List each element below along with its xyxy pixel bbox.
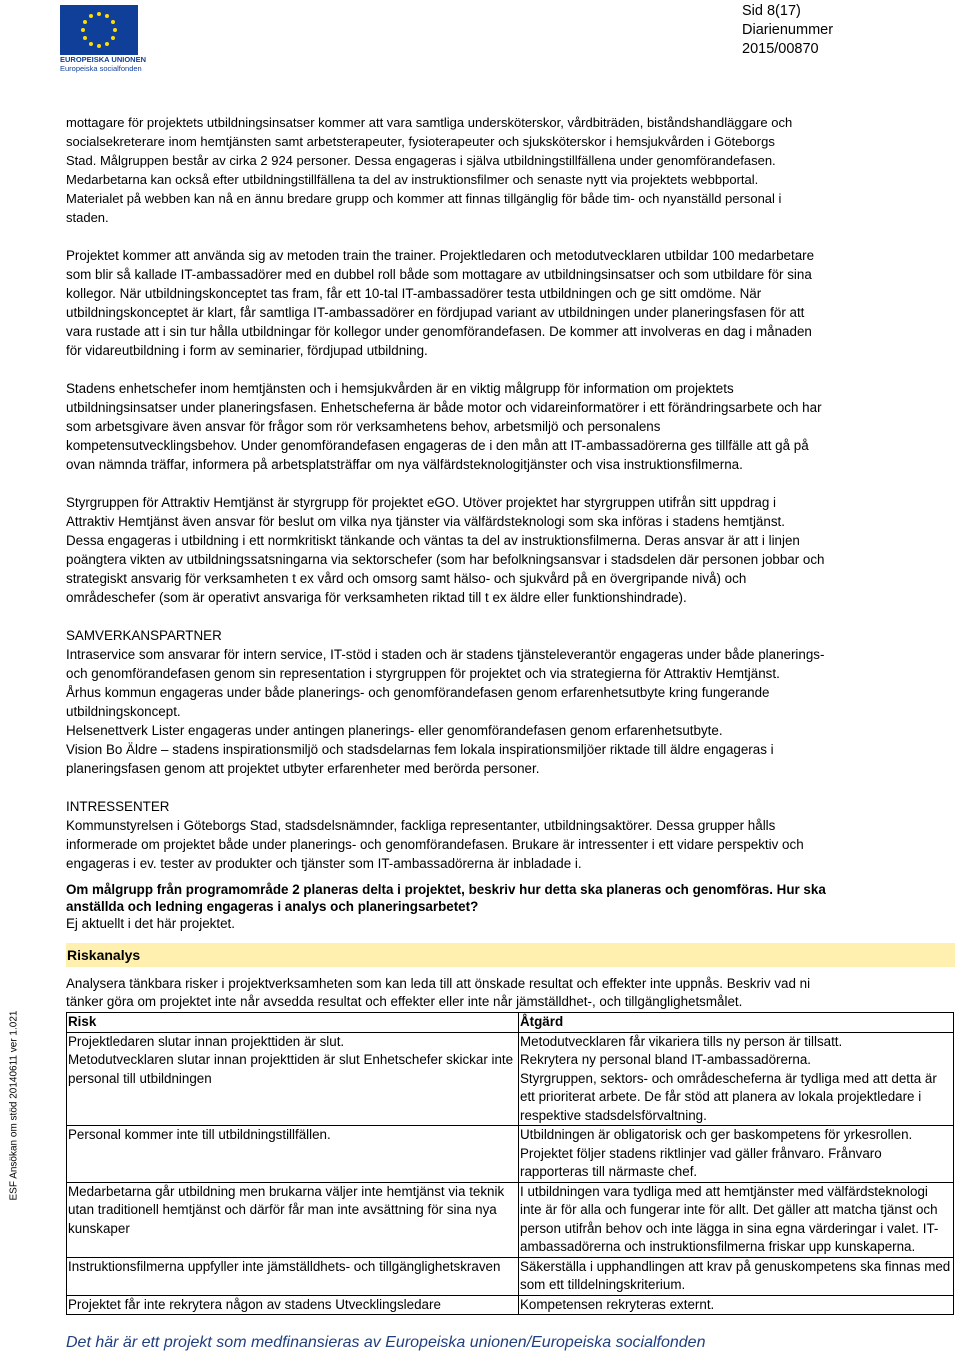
question-line: Om målgrupp från programområde 2 planeras delta i projektet, beskriv hur detta ska planeras och genomföras. Hur ska [66,882,826,897]
action-text: Utbildningen är obligatorisk och ger baskompetens för yrkesrollen. Projektet följer stadens riktlinjer vad gäller frånvaro. Frånvaro rapporteras till närmaste chef. [520,1127,913,1179]
text-line: utbildningsinsatser under planeringsfasen. Enhetscheferna är både motor och vidareinformatörer i ett förändringsarbete och har [66,400,822,415]
styrgrupp-paragraph [66,493,954,607]
action-text: Säkerställa i upphandlingen att krav på genuskompetens ska finnas med som ett tilldelningskriterium. [520,1258,951,1292]
text-line: poängtera vikten av utbildningssatsningarna via sektorschefer (som har befolkningsansvar i stadsdelen där personen jobbar och [66,552,825,567]
text-line: som blir så kallade IT-ambassadörer med en dubbel roll både som mottagare av utbildningsinsatser och som utbildare för sina [66,267,812,282]
document-body [66,113,954,1315]
risk-text: Projektledaren slutar innan projekttiden är slut. Metodutvecklaren slutar innan projekttiden är slut Enhetschefer skickar inte personal till utbildningen [68,1033,514,1086]
risk-cell [67,1032,519,1126]
risk-text: Projektet får inte rekrytera någon av stadens Utvecklingsledare [68,1296,441,1312]
text-line: staden. [66,210,109,225]
text-line: och genomförandefasen genom sin representation i styrgruppen för projektet och via strategierna för Attraktiv Hemtjänst. [66,666,780,681]
risk-intro: tänker göra om projektet inte når avsedda resultat och effekter eller inte når jämställdhet-, och tillgänglighetsmålet. [66,994,743,1009]
action-cell [519,1257,954,1295]
text-line: utbildningskonceptet är klart, får samtliga IT-ambassadörer en fördjupad variant av utbildningen under planeringsfasen för att [66,305,805,320]
diarie-number: 2015/00870 [742,41,819,57]
intressenter-section [66,797,954,873]
text-line: informerade om projektet både under planerings- och genomförandefasen. Brukare är intressenter i ett vidare perspektiv och [66,837,804,852]
table-row [67,1257,954,1295]
text-line: Stadens enhetschefer inom hemtjänsten och i hemsjukvården är en viktig målgrupp för information om projektets [66,381,734,396]
question-section [66,881,954,932]
eu-logo [60,5,146,73]
action-cell [519,1126,954,1183]
text-line: strategiskt ansvarig för verksamheten t ex vård och omsorg samt hälso- och sjukvård på en övergripande nivå) och [66,571,747,586]
text-line: Stad. Målgruppen består av cirka 2 924 personer. Dessa engageras i själva utbildningstillfällena under genomförandefasen. [66,153,776,168]
action-text: Kompetensen rekryteras externt. [520,1296,715,1312]
text-line: Styrgruppen för Attraktiv Hemtjänst är styrgrupp för projektet eGO. Utöver projektet har styrgruppen utifrån sitt uppdrag i [66,495,777,510]
eu-flag-icon [60,5,138,55]
column-header-action: Åtgärd [519,1013,954,1033]
action-text: I utbildningen vara tydliga med att hemtjänster med välfärdsteknologi inte är för alla och fungerar inte för allt. Det gäller att matcha tjänst och person utifrån behov och inte lägga in sina egna värderingar i valet. IT-ambassadörerna och instruktionsfilmerna friskar upp kunskaperna. [520,1183,939,1254]
text-line: Materialet på webben kan nå en ännu bredare grupp och kommer att finnas tillgänglig för både tim- och nyanställd personal i [66,191,782,206]
risk-cell [67,1126,519,1183]
text-line: Medarbetarna kan också efter utbildningstillfällena ta del av instruktionsfilmer och senaste nytt via projektets webbportal. [66,172,759,187]
risk-heading: Riskanalys [66,943,955,967]
risk-text: Medarbetarna går utbildning men brukarna väljer inte hemtjänst via teknik utan traditionell hemtjänst och därför får man inte avsättning för sina nya kunskaper [68,1183,505,1236]
text-line: Projektet kommer att använda sig av metoden train the trainer. Projektledaren och metodutvecklaren utbildar 100 medarbetare [66,248,815,263]
action-cell [519,1182,954,1257]
logo-line2: Europeiska socialfonden [60,64,142,73]
text-line: Dessa engageras i utbildning i ett normkritiskt tänkande och väntas ta del av instruktionsfilmerna. Deras ansvar är att i linjen [66,533,800,548]
page-number: Sid 8(17) [742,3,801,19]
text-line: planeringsfasen genom att projektet utbyter erfarenheter med berörda personer. [66,761,540,776]
risk-text: Instruktionsfilmerna uppfyller inte jämställdhets- och tillgänglighetskraven [68,1258,501,1274]
text-line: kompetensutvecklingsbehov. Under genomförandefasen engageras de i den mån att IT-ambassadörerna ges tillfälle att gå på [66,438,809,453]
side-version-text: ESF Ansökan om stöd 20140611 ver 1.021 [8,1010,20,1201]
text-line: Vision Bo Äldre – stadens inspirationsmiljö och stadsdelarnas fem lokala inspirationsmiljöer riktade till äldre engageras i [66,742,774,757]
risk-cell [67,1257,519,1295]
risk-text: Personal kommer inte till utbildningstillfällen. [68,1127,331,1142]
section-heading: INTRESSENTER [66,799,170,814]
page-footer: Det här är ett projekt som medfinansieras av Europeiska unionen/Europeiska socialfonden [66,1334,706,1351]
text-line: Århus kommun engageras under både planerings- och genomförandefasen genom erfarenhetsutbyte kring fungerande [66,685,770,700]
risk-intro: Analysera tänkbara risker i projektverksamheten som kan leda till att önskade resultat och effekter inte uppnås. Beskriv vad ni [66,976,811,991]
action-text: Metodutvecklaren får vikariera tills ny person är tillsatt. Rekrytera ny personal bland IT-ambassadörerna. Styrgruppen, sektors- och områdescheferna är tydliga med att detta är ett prioriterat arbete. De får stöd att planera av lokala projektledare i respektive stadsdelsförvaltning. [520,1033,937,1123]
text-line: Attraktiv Hemtjänst även ansvar för beslut om vilka nya tjänster via välfärdsteknologi som ska införas i stadens hemtjänst. [66,514,785,529]
question-answer: Ej aktuellt i det här projektet. [66,916,235,931]
text-line: mottagare för projektets utbildningsinsatser kommer att vara samtliga undersköterskor, vårdbiträden, biståndshandläggare och [66,115,793,130]
text-line: utbildningskoncept. [66,704,181,719]
text-line: Kommunstyrelsen i Göteborgs Stad, stadsdelsnämnder, fackliga representanter, utbildningsaktörer. Dessa grupper hålls [66,818,776,833]
section-heading: SAMVERKANSPARTNER [66,628,222,643]
risk-table [66,1012,954,1315]
text-line: för vidareutbildning i form av seminarier, fördjupad utbildning. [66,343,428,358]
text-line: ovan nämnda träffar, informera på arbetsplatsträffar om nya välfärdsteknologitjänster och visa instruktionsfilmerna. [66,457,743,472]
text-line: engageras i ev. tester av produkter och tjänster som IT-ambassadörerna är inbladade i. [66,856,582,871]
text-line: Intraservice som ansvarar för intern service, IT-stöd i staden och är stadens tjänsteleverantör engageras under både planerings- [66,647,825,662]
risk-cell [67,1295,519,1315]
table-row [67,1032,954,1126]
text-line: som arbetsgivare även ansvar för frågor som rör verksamhetens behov, arbetsmiljö och personalens [66,419,661,434]
question-line: anställda och ledning engageras i analys och planeringsarbetet? [66,899,479,914]
table-row [67,1295,954,1315]
action-cell [519,1295,954,1315]
diarie-label: Diarienummer [742,22,834,38]
text-line: Helsenettverk Lister engageras under antingen planerings- eller genomförandefasen genom erfarenhetsutbyte. [66,723,723,738]
text-line: socialsekreterare inom hemtjänsten samt arbetsterapeuter, fysioterapeuter och sjuksköterskor i hemsjukvården i Göteborgs [66,134,775,149]
samverkan-section [66,626,954,778]
logo-line1: EUROPEISKA UNIONEN [60,55,146,64]
trainer-paragraph [66,246,954,360]
table-header-row [67,1013,954,1033]
intro-paragraph [66,113,954,227]
page-header-info [742,2,833,59]
chefer-paragraph [66,379,954,474]
risk-cell [67,1182,519,1257]
action-cell [519,1032,954,1126]
table-row [67,1126,954,1183]
text-line: områdeschefer (som är operativt ansvariga för verksamheten riktad till t ex äldre eller funktionshindrade). [66,590,687,605]
text-line: kollegor. När utbildningskonceptet tas fram, får ett 10-tal IT-ambassadörer testa utbildningen och ge sitt omdöme. När [66,286,762,301]
table-row [67,1182,954,1257]
column-header-risk: Risk [67,1013,519,1033]
text-line: vara rustade att i sin tur hålla utbildningar för kollegor under genomförandefasen. De kommer att involveras en dag i månaden [66,324,812,339]
